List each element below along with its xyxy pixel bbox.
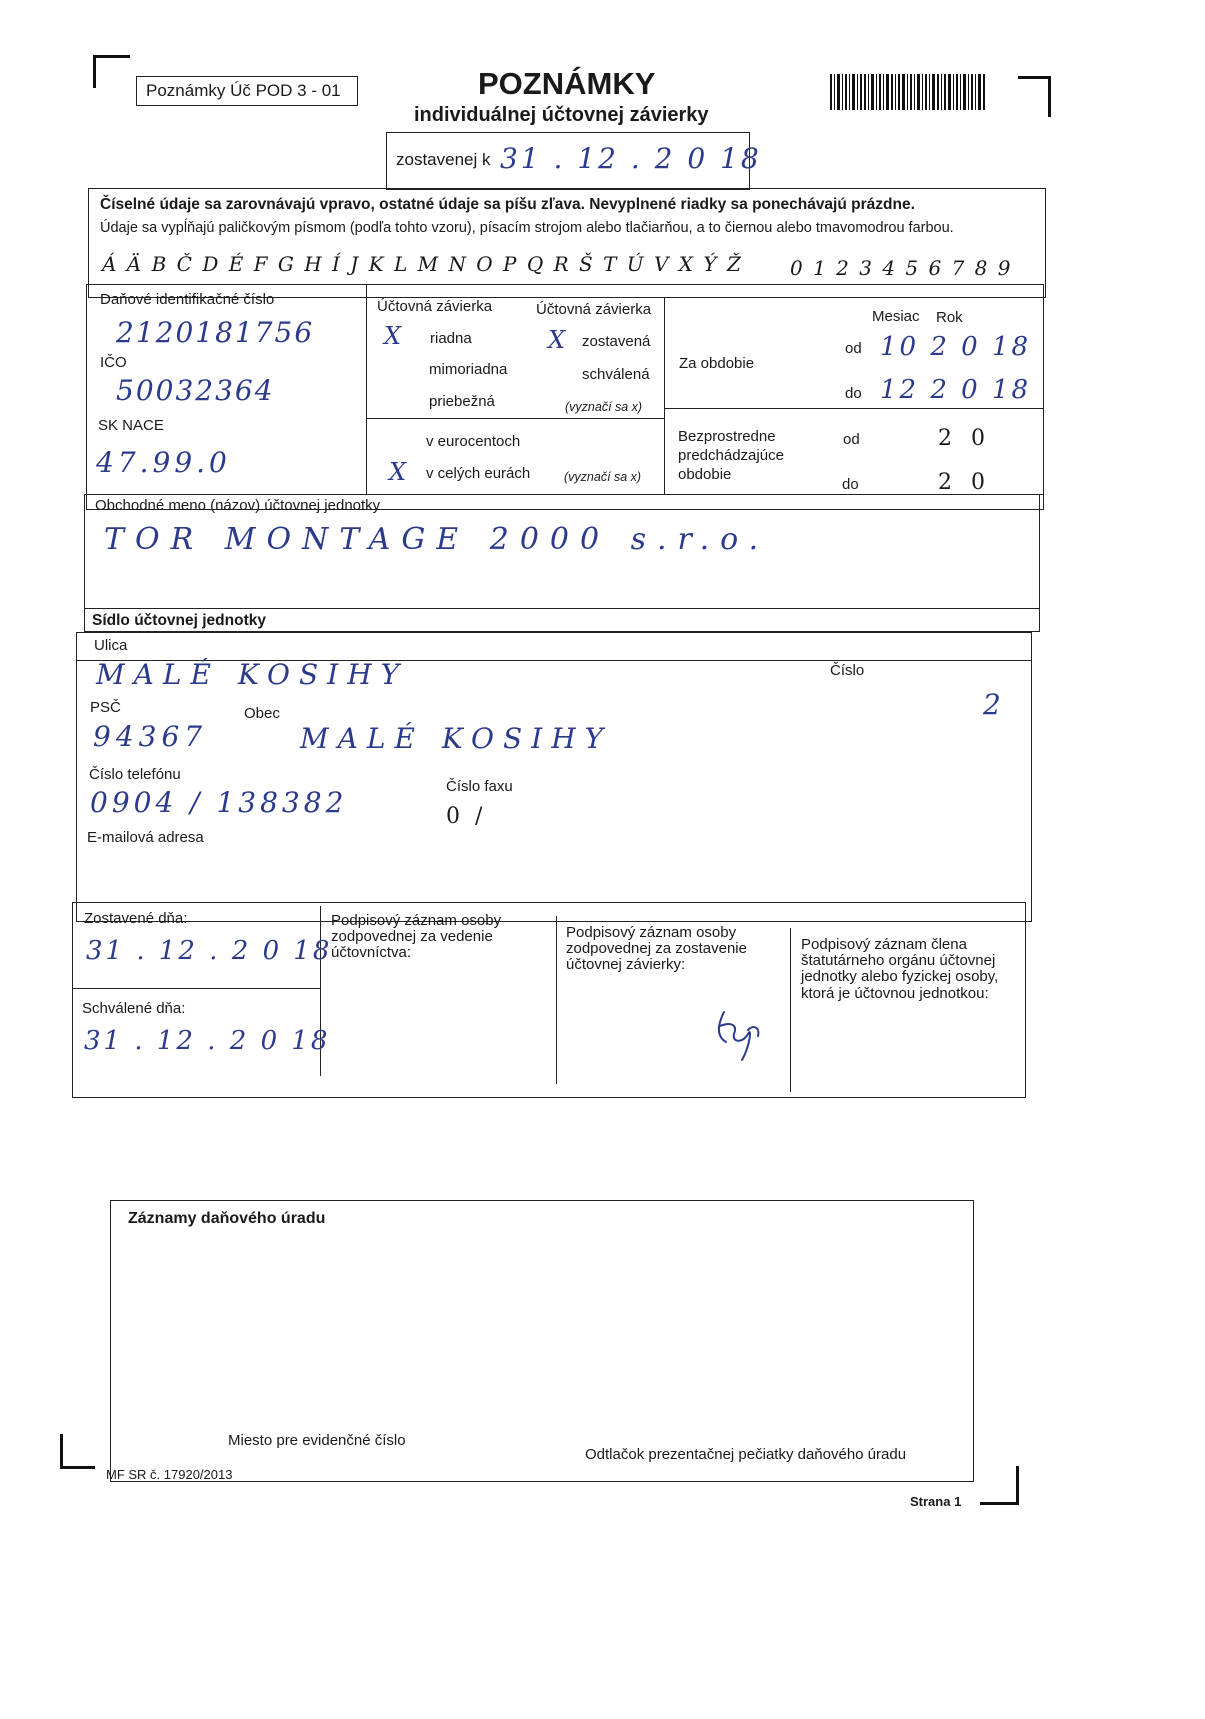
period-from-label: od (845, 340, 862, 357)
prev-period-from-value[interactable]: 2 0 (938, 426, 991, 451)
ministry-reference: MF SR č. 17920/2013 (106, 1467, 233, 1482)
compiled-date-value[interactable]: 31 . 12 . 2 0 18 (500, 142, 762, 175)
approved-on-value[interactable]: 31 . 12 . 2 0 18 (84, 1026, 331, 1056)
ico-value[interactable]: 50032364 (116, 374, 275, 407)
instructions-line-2: Údaje sa vypĺňajú paličkovým písmom (podľa tohto vzoru), písacím strojom alebo tlačiarňou, a to čiernou alebo tmavomodrou farbou. (100, 220, 954, 236)
company-name-label: Obchodné meno (názov) účtovnej jednotky (95, 497, 381, 514)
phone-label: Číslo telefónu (89, 766, 181, 783)
corner-mark-top-right (1018, 76, 1051, 117)
signature-statutory-label: Podpisový záznam člena štatutárneho orgánu účtovnej jednotky alebo fyzickej osoby, ktorá je účtovnou jednotkou: (801, 936, 999, 1002)
period-to-value[interactable]: 12 2 0 18 (880, 375, 1032, 405)
page-subtitle: individuálnej účtovnej závierky (414, 104, 709, 126)
eurocent-label: v eurocentoch (426, 433, 521, 450)
barcode-icon (830, 74, 990, 112)
prev-period-label-1: Bezprostredne (678, 428, 776, 445)
stamp-label: Odtlačok prezentačnej pečiatky daňového úradu (585, 1446, 907, 1463)
eura-label: v celých eurách (426, 465, 531, 482)
dic-value[interactable]: 2120181756 (116, 316, 315, 349)
nace-label: SK NACE (98, 417, 164, 434)
prev-period-label-3: obdobie (678, 466, 732, 483)
prev-period-to-value[interactable]: 2 0 (938, 470, 991, 495)
zostavena-label: zostavená (582, 333, 651, 350)
ico-label: IČO (100, 354, 127, 371)
street-label: Ulica (94, 637, 128, 654)
period-to-label: do (845, 385, 862, 402)
psc-value[interactable]: 94367 (93, 720, 208, 753)
schvalena-label: schválená (582, 366, 650, 383)
page-title: POZNÁMKY (478, 66, 656, 101)
company-name-value[interactable]: TOR MONTAGE 2000 s.r.o. (104, 522, 770, 557)
corner-mark-bottom-left (60, 1434, 95, 1469)
fax-label: Číslo faxu (446, 778, 513, 795)
phone-value[interactable]: 0904 / 138382 (90, 786, 348, 819)
signature-preparer-label: Podpisový záznam osoby zodpovednej za zostavenie účtovnej závierky: (566, 924, 747, 974)
tax-office-header: Záznamy daňového úradu (128, 1210, 326, 1227)
riadna-checkmark[interactable]: X (384, 322, 408, 350)
number-label: Číslo (830, 662, 865, 679)
nace-value[interactable]: 47.99.0 (96, 446, 231, 479)
mimoriadna-label: mimoriadna (429, 361, 508, 378)
obec-value[interactable]: MALÉ KOSIHY (300, 722, 613, 755)
eura-checkmark[interactable]: X (389, 458, 413, 486)
month-header: Mesiac (872, 308, 920, 325)
zostavena-checkmark[interactable]: X (548, 326, 572, 354)
statement-type-header: Účtovná závierka (377, 298, 493, 315)
corner-mark-top-left (93, 55, 130, 88)
priebezna-label: priebežná (429, 393, 495, 410)
seat-header: Sídlo účtovnej jednotky (92, 612, 266, 629)
prev-period-to-label: do (842, 476, 859, 493)
currency-mark-hint: (vyznačí sa x) (564, 470, 642, 484)
compiled-date-label: zostavenej k (396, 150, 491, 169)
obec-label: Obec (244, 705, 280, 722)
page-number: Strana 1 (910, 1494, 962, 1509)
digits-sample: 0 1 2 3 4 5 6 7 8 9 (790, 256, 1013, 280)
fax-value[interactable]: 0 / (446, 804, 487, 829)
number-value[interactable]: 2 (983, 688, 1007, 721)
year-header: Rok (936, 309, 963, 326)
corner-mark-bottom-right (980, 1466, 1019, 1505)
email-label: E-mailová adresa (87, 829, 204, 846)
prev-period-from-label: od (843, 431, 860, 448)
approved-on-label: Schválené dňa: (82, 1000, 186, 1017)
compiled-on-label: Zostavené dňa: (84, 910, 188, 927)
prev-period-label-2: predchádzajúce (678, 447, 784, 464)
period-label: Za obdobie (679, 355, 755, 372)
period-from-value[interactable]: 10 2 0 18 (880, 332, 1032, 362)
signature-accountant-label: Podpisový záznam osoby zodpovednej za vedenie účtovníctva: (331, 912, 502, 962)
statement-status-header: Účtovná závierka (536, 301, 652, 318)
evidence-number-label: Miesto pre evidenčné číslo (228, 1432, 406, 1449)
mark-hint: (vyznačí sa x) (565, 400, 643, 414)
alphabet-sample: Á Ä B Č D É F G H Í J K L M N O P Q R Š T Ú V X Ý Ž (102, 252, 743, 276)
handwritten-signature[interactable] (712, 1006, 772, 1064)
riadna-label: riadna (430, 330, 472, 347)
form-code: Poznámky Úč POD 3 - 01 (146, 81, 341, 100)
instructions-line-1: Číselné údaje sa zarovnávajú vpravo, ostatné údaje sa píšu zľava. Nevyplnené riadky sa ponechávajú prázdne. (100, 196, 915, 213)
compiled-on-value[interactable]: 31 . 12 . 2 0 18 (86, 936, 333, 966)
street-value[interactable]: MALÉ KOSIHY (96, 658, 409, 691)
psc-label: PSČ (90, 699, 121, 716)
dic-label: Daňové identifikačné číslo (100, 291, 275, 308)
